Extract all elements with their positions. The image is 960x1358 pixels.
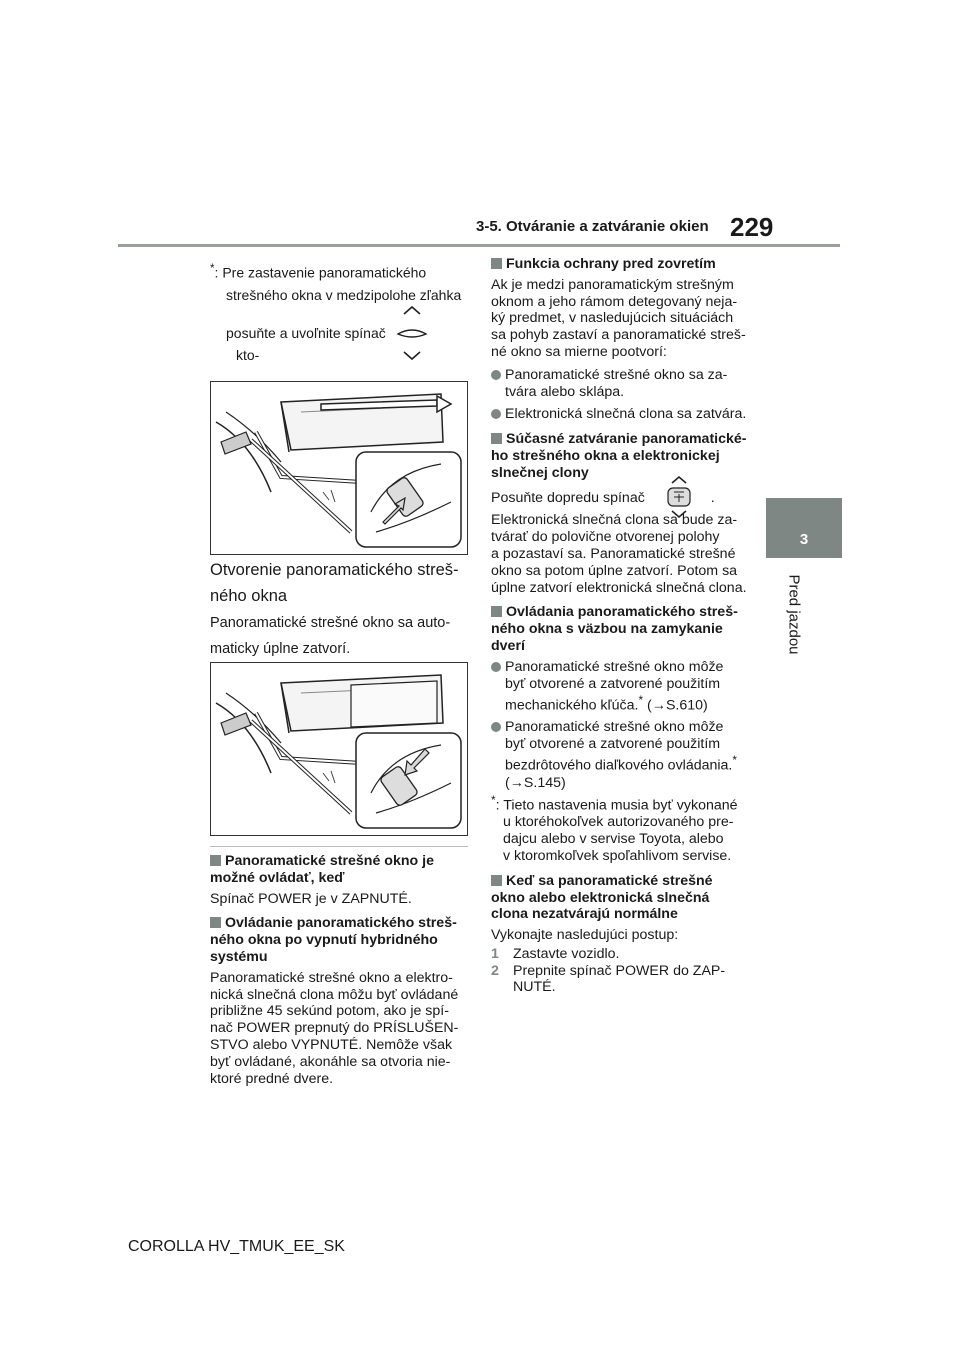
chapter-tab <box>766 498 842 558</box>
model-footer: COROLLA HV_TMUK_EE_SK <box>128 1238 345 1255</box>
figure2-caption: Panoramatické strešné okno sa auto- maticky úplne zatvorí. <box>210 615 451 657</box>
footnote-stop-switch: *: Pre zastavenie panoramatického strešného okna v medzipolohe zľahka posuňte a uvoľnite spínač kto- <box>210 262 462 363</box>
chapter-label <box>782 566 802 666</box>
page-reference[interactable]: (→S.610) <box>647 698 708 715</box>
left-sections: Panoramatické strešné okno je možné ovládať, keď Spínač POWER je v ZAPNUTÉ. Ovládanie panoramatického streš- ného okna po vypnutí hybridného systému Panoramatické strešné okno a elektro- nická slnečná clona môžu byť ovládané približne 45 sekúnd potom, ako je spí- nač POWER prepnutý do PRÍSLUŠEN- STVO alebo VYPNUTÉ. Nemôže však byť ovládané, akonáhle sa otvoria nie- ktoré predné dvere. <box>210 853 459 1087</box>
header-divider <box>118 244 840 247</box>
list-item: Panoramatické strešné okno môže byť otvorené a zatvorené použitím bezdrôtového diaľkového ovládania.* (→S.145) <box>491 719 753 792</box>
list-item: Panoramatické strešné okno sa za- tvára alebo sklápa. <box>491 367 753 401</box>
right-sections: Funkcia ochrany pred zovretím Ak je medzi panoramatickým strešným oknom a jeho rámom detegovaný neja- ký predmet, v nasledujúcich situáciách sa pohyb zastaví a panoramatické streš- né okno sa mierne pootvorí: Panoramatické strešné okno sa za- tvára alebo sklápa. Elektronická slnečná clona sa zatvára. Súčasné zatváranie panoramatické- ho strešného okna a elektronickej slnečnej clony Posuňte dopredu spínač . Elektronická slnečná clona sa bude za- tvárať do polovične otvorenej polohy a pozastaví sa. Panoramatické strešné okno sa potom úplne zatvorí. Potom sa úplne zatvorí elektronická slnečná clona. Ovládania panoramatického streš- ného okna s väzbou na zamykanie dverí Panoramatické strešné okno môže byť otvorené a zatvorené použitím mechanického kľúča.* (→S.610) Panoramatické strešné okno môže byť otvorené a zatvorené použitím bezdrôtového diaľkového ovládania.* (→S.145) *: Tieto nastavenia musia byť vykonané u ktoréhokoľvek autorizovaného pre- dajcu alebo v servise Toyota, alebo v ktoromkoľvek spoľahlivom servise. Keď sa panoramatické strešné okno alebo elektronická slnečná clona nezatvárajú normálne Vykonajte nasledujúci postup: 1 Zastavte vozidlo. 2 Prepnite spínač POWER do ZAP- NUTÉ. <box>491 256 753 996</box>
left-divider <box>210 846 468 847</box>
step-item: 1 Zastavte vozidlo. <box>491 945 620 962</box>
step-item: 2 Prepnite spínač POWER do ZAP- NUTÉ. <box>491 962 726 996</box>
section-title: 3-5. Otváranie a zatváranie okien <box>476 218 709 235</box>
roof-switch-front-icon <box>661 490 697 506</box>
sunroof-open-illustration <box>211 382 467 554</box>
list-item: Elektronická slnečná clona sa zatvára. <box>491 406 753 423</box>
note: *: Tieto nastavenia musia byť vykonané u ktoréhokoľvek autorizovaného pre- dajcu alebo v servise Toyota, alebo v ktoromkoľvek spoľahlivom servise. <box>491 792 738 864</box>
list-item: Panoramatické strešné okno môže byť otvorené a zatvorené použitím mechanického kľúča.* (→S.610) <box>491 659 753 715</box>
roof-switch-icon <box>390 324 434 344</box>
figure-close-sunroof <box>210 662 468 836</box>
page-number: 229 <box>730 212 774 242</box>
chapter-label-text: Pred jazdou <box>785 574 803 655</box>
chapter-number: 3 <box>799 530 809 548</box>
figure1-caption: Otvorenie panoramatického streš- ného okna <box>210 561 459 605</box>
page-reference[interactable]: (→S.145) <box>505 774 566 791</box>
sunroof-close-illustration <box>211 663 467 835</box>
figure-open-sunroof <box>210 381 468 555</box>
